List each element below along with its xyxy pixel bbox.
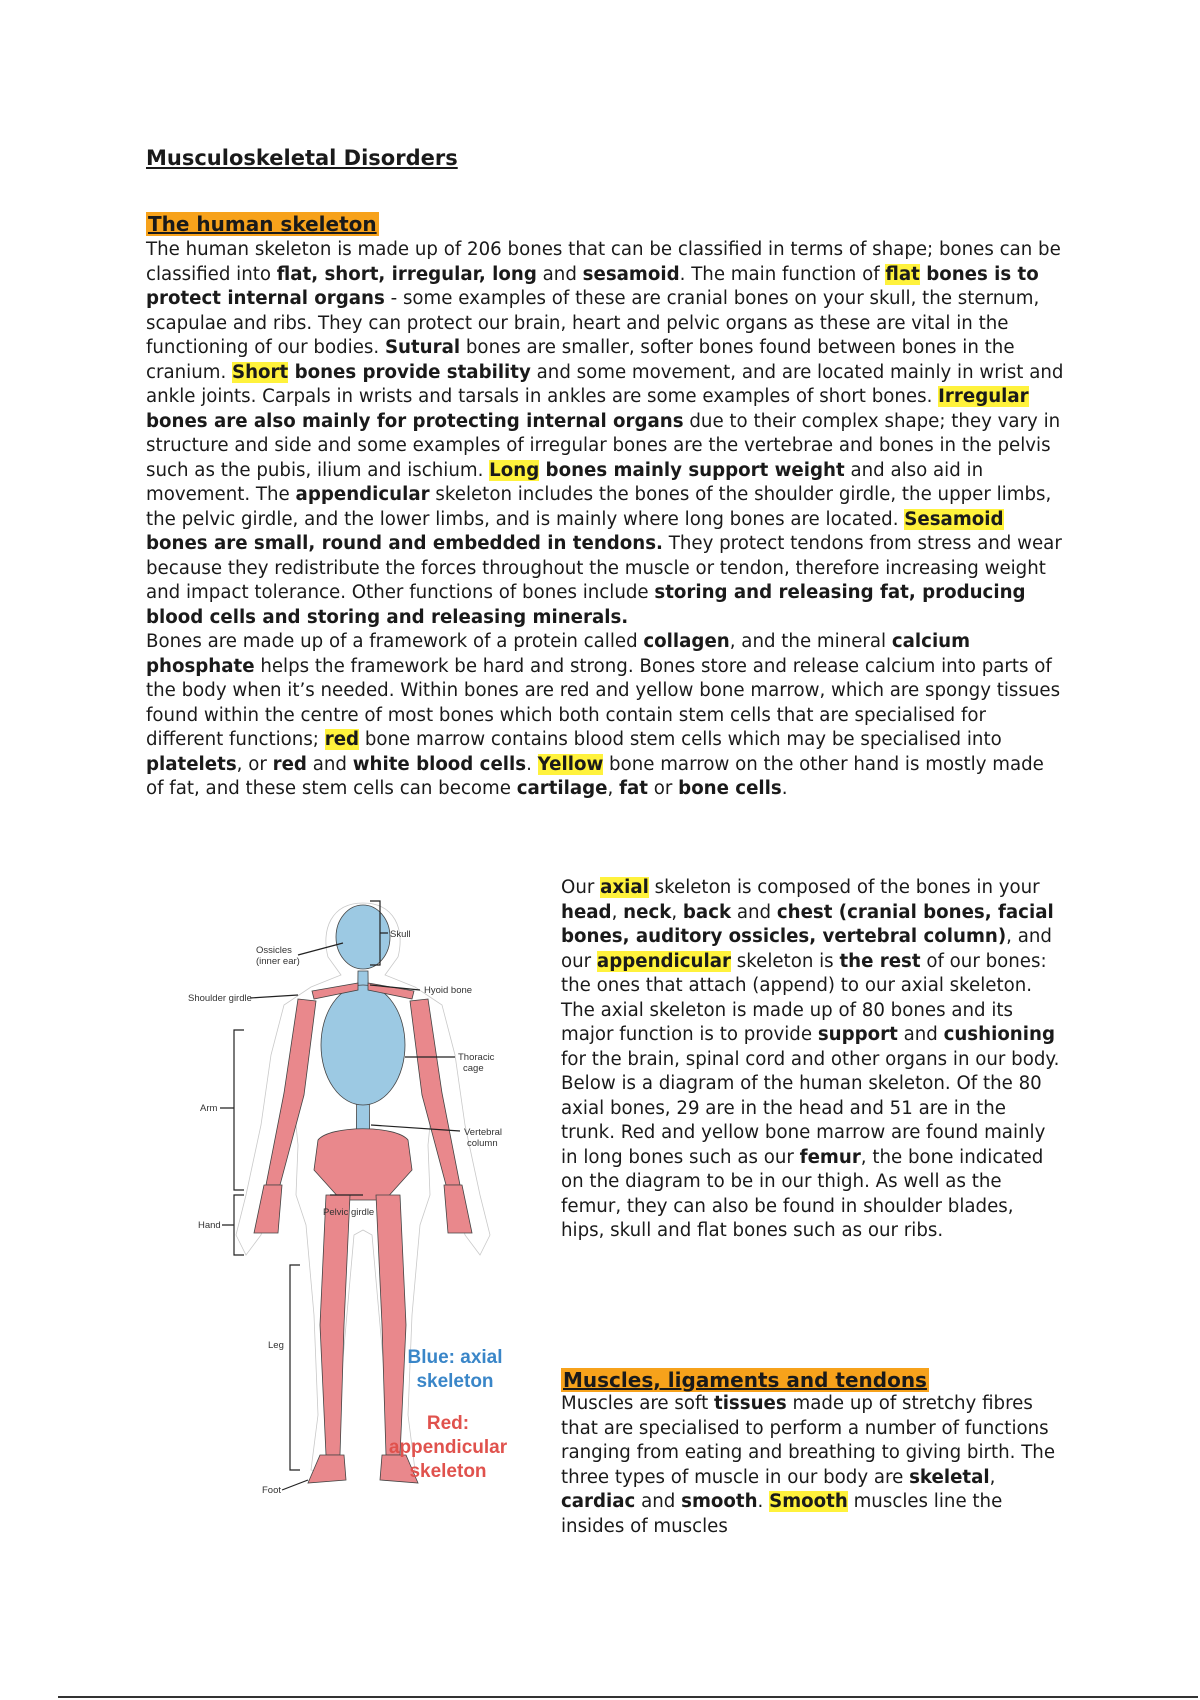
text-span: . xyxy=(757,1491,770,1512)
text-span: and xyxy=(635,1491,682,1512)
bold-span: tissues xyxy=(714,1393,787,1414)
legend-blue-title: Blue: axial xyxy=(407,1347,503,1368)
legend-red-sub2: skeleton xyxy=(409,1461,487,1482)
axial-appendicular-text xyxy=(561,876,1061,1244)
left-arm xyxy=(266,999,316,1185)
highlight-span: Smooth xyxy=(769,1491,848,1512)
bold-span: back xyxy=(682,901,732,923)
label-vertebral: Vertebral xyxy=(464,1127,503,1138)
label-leg: Leg xyxy=(268,1340,284,1351)
bold-span: collagen xyxy=(643,631,730,652)
text-span: , or xyxy=(236,753,273,775)
text-span: . xyxy=(781,778,788,799)
left-leg xyxy=(320,1195,350,1455)
label-hyoid-bone: Hyoid bone xyxy=(424,985,473,996)
highlight-span: red xyxy=(324,729,360,750)
text-span: Our xyxy=(561,877,601,898)
bold-span: cartilage xyxy=(516,778,608,799)
text-span: helps the framework be hard and strong. Bones store and release calcium into parts of the body when it’s needed. Within bones are red and yellow bone marrow, which are spongy tissues found within the centre of most bones which both contain stem cells that are specialised for different functions; xyxy=(146,655,1061,750)
text-span: and xyxy=(731,901,777,923)
text-span: . xyxy=(526,753,538,775)
bold-span: flat, short, irregular, long xyxy=(276,263,537,285)
bold-span: support xyxy=(817,1024,898,1045)
text-span: - some examples of these are cranial bones on your skull, the sternum, scapulae and ribs. They can protect our brain, heart and pelvic organs as these are vital in the functioning of our bodies. xyxy=(146,288,1040,358)
paragraph-muscles xyxy=(561,1392,1061,1539)
text-span: Muscles are soft xyxy=(561,1393,714,1414)
ribcage-shape xyxy=(321,985,405,1105)
label-pelvic-girdle: Pelvic girdle xyxy=(323,1207,375,1218)
text-span: bone marrow contains blood stem cells which may be specialised into xyxy=(359,729,1002,750)
bold-span: bones are also mainly for protecting internal organs xyxy=(146,410,684,432)
bold-span: sesamoid xyxy=(582,263,680,285)
text-span: The human skeleton is made up of 206 bones that can be classified in terms of shape; bones can be classified into xyxy=(146,239,1061,285)
text-span: . The main function of xyxy=(679,263,886,285)
paragraph-bone-shapes xyxy=(146,238,1066,630)
right-arm xyxy=(410,999,460,1185)
bold-span: red xyxy=(272,753,307,775)
text-span: , xyxy=(607,778,620,799)
bold-span: neck xyxy=(623,901,672,923)
label-foot: Foot xyxy=(262,1485,282,1496)
highlight-span: flat xyxy=(885,263,920,285)
bold-span: bone cells xyxy=(678,778,782,799)
legend-blue-sub: skeleton xyxy=(416,1371,494,1392)
text-span: skeleton is xyxy=(730,950,840,972)
bold-span: storing and releasing fat, producing blood cells and storing and releasing minerals. xyxy=(146,582,1026,628)
leg-bracket xyxy=(290,1265,300,1470)
bold-span: smooth xyxy=(681,1491,758,1512)
text-span: and xyxy=(536,263,583,285)
bold-span: fat xyxy=(619,778,648,799)
hand-bracket xyxy=(222,1195,244,1255)
bold-span: bones provide stability xyxy=(288,361,531,383)
text-span: bones are smaller, softer bones found between bones in the cranium. xyxy=(146,337,1015,383)
text-span: They protect tendons from stress and wear because they redistribute the forces throughout the muscle or tendon, therefore increasing weight and impact tolerance. Other functions of bones include xyxy=(146,533,1062,603)
pelvis-shape xyxy=(314,1129,412,1200)
shoulder-pointer xyxy=(250,995,298,998)
text-span: and xyxy=(306,753,353,775)
label-thoracic: Thoracic xyxy=(458,1052,495,1063)
text-span: , the bone indicated on the diagram to be in our thigh. As well as the femur, they can also be found in shoulder blades, hips, skull and flat bones such as our ribs. xyxy=(561,1146,1044,1241)
muscles-body-text xyxy=(561,1392,1061,1539)
text-span: due to their complex shape; they vary in structure and side and some examples of irregular bones are the vertebrae and bones in the pelvis such as the pubis, ilium and ischium. xyxy=(146,410,1061,481)
arm-bracket xyxy=(220,1030,244,1190)
bold-span: bones is to protect internal organs xyxy=(146,263,1039,309)
bold-span: appendicular xyxy=(295,484,430,505)
bold-span: femur xyxy=(799,1146,861,1168)
bold-span: chest (cranial bones, facial bones, auditory ossicles, vertebral column) xyxy=(561,901,1054,947)
bold-span: head xyxy=(561,901,612,923)
bold-span: bones are small, round and embedded in tendons. xyxy=(146,533,663,554)
highlight-span: Long xyxy=(489,459,540,481)
label-shoulder-girdle: Shoulder girdle xyxy=(188,993,252,1004)
label-hand: Hand xyxy=(198,1220,221,1231)
footer-divider xyxy=(58,1696,1198,1698)
section-heading-label: The human skeleton xyxy=(148,212,377,236)
left-hand xyxy=(254,1185,282,1233)
ossicles-pointer xyxy=(298,943,343,955)
right-hand xyxy=(444,1185,472,1233)
label-ossicles: Ossicles xyxy=(256,945,292,956)
bold-span: calcium phosphate xyxy=(146,631,971,677)
text-span: of our bones: the ones that attach (append) to our axial skeleton. The axial skeleton is made up of 80 bones and its major function is to provide xyxy=(561,950,1047,1045)
text-span: Below is a diagram of the human skeleton. Of the 80 axial bones, 29 are in the head and 51 are in the trunk. Red and yellow bone marrow are found mainly in long bones such as our xyxy=(561,1073,1046,1168)
highlight-span: Yellow xyxy=(537,753,604,775)
bold-span: Sutural xyxy=(384,337,461,358)
page-title: Musculoskeletal Disorders xyxy=(146,146,458,170)
bold-span: platelets xyxy=(146,753,237,775)
highlight-span: Sesamoid xyxy=(904,508,1004,530)
text-span: skeleton includes the bones of the shoulder girdle, the upper limbs, the pelvic girdle, and the lower limbs, and is mainly where long bones are located. xyxy=(146,484,1052,530)
skeleton-body-text xyxy=(146,238,1066,802)
foot-pointer xyxy=(282,1480,308,1490)
section-heading-skeleton xyxy=(146,212,379,236)
bold-span: skeletal xyxy=(909,1466,990,1488)
highlight-span: Irregular xyxy=(938,386,1029,407)
paragraph-diagram-intro xyxy=(561,1072,1061,1244)
section-heading-muscles xyxy=(561,1368,929,1392)
highlight-span: appendicular xyxy=(596,950,731,972)
bold-span: the rest xyxy=(839,950,921,972)
text-span: muscles line the insides of muscles xyxy=(561,1491,1003,1537)
highlight-span: axial xyxy=(600,877,649,898)
bold-span: cushioning xyxy=(943,1024,1055,1045)
text-span: skeleton is composed of the bones in your xyxy=(648,877,1040,898)
text-span: or xyxy=(648,778,679,799)
bold-span: white blood cells xyxy=(352,753,527,775)
text-span: , and the mineral xyxy=(729,631,892,652)
paragraph-axial xyxy=(561,876,1061,1072)
text-span: and also aid in movement. The xyxy=(146,459,984,505)
label-arm: Arm xyxy=(200,1103,218,1114)
text-span: made up of stretchy fibres that are specialised to perform a number of functions ranging from eating and breathing to giving birth. The three types of muscle in our body are xyxy=(561,1393,1056,1488)
bold-span: cardiac xyxy=(561,1491,636,1512)
skeleton-diagram xyxy=(180,895,540,1515)
section-heading-label: Muscles, ligaments and tendons xyxy=(563,1368,927,1392)
text-span: Bones are made up of a framework of a protein called xyxy=(146,631,644,652)
label-skull: Skull xyxy=(390,929,411,940)
text-span: , and our xyxy=(561,926,1052,972)
text-span: , xyxy=(671,901,683,923)
skull-shape xyxy=(336,905,390,969)
text-span: bone marrow on the other hand is mostly made of fat, and these stem cells can become xyxy=(146,753,1044,799)
paragraph-bone-composition xyxy=(146,630,1066,802)
text-span: for the brain, spinal cord and other organs in our body. xyxy=(561,1048,1060,1070)
text-span: and some movement, and are located mainly in wrist and ankle joints. Carpals in wrists and tarsals in ankles are some examples of short bones. xyxy=(146,361,1064,407)
legend-red-title: Red: xyxy=(426,1413,470,1434)
label-ossicles-sub: (inner ear) xyxy=(256,956,300,967)
bold-span: bones mainly support weight xyxy=(539,459,845,481)
text-span: and xyxy=(897,1024,944,1045)
text-span: , xyxy=(611,901,624,923)
label-vertebral-sub: column xyxy=(467,1138,498,1149)
left-foot xyxy=(308,1455,346,1483)
label-thoracic-sub: cage xyxy=(463,1063,484,1074)
highlight-span: Short xyxy=(232,361,289,383)
text-span: , xyxy=(989,1466,996,1488)
legend-red-sub: appendicular xyxy=(388,1437,508,1458)
right-leg xyxy=(376,1195,406,1455)
